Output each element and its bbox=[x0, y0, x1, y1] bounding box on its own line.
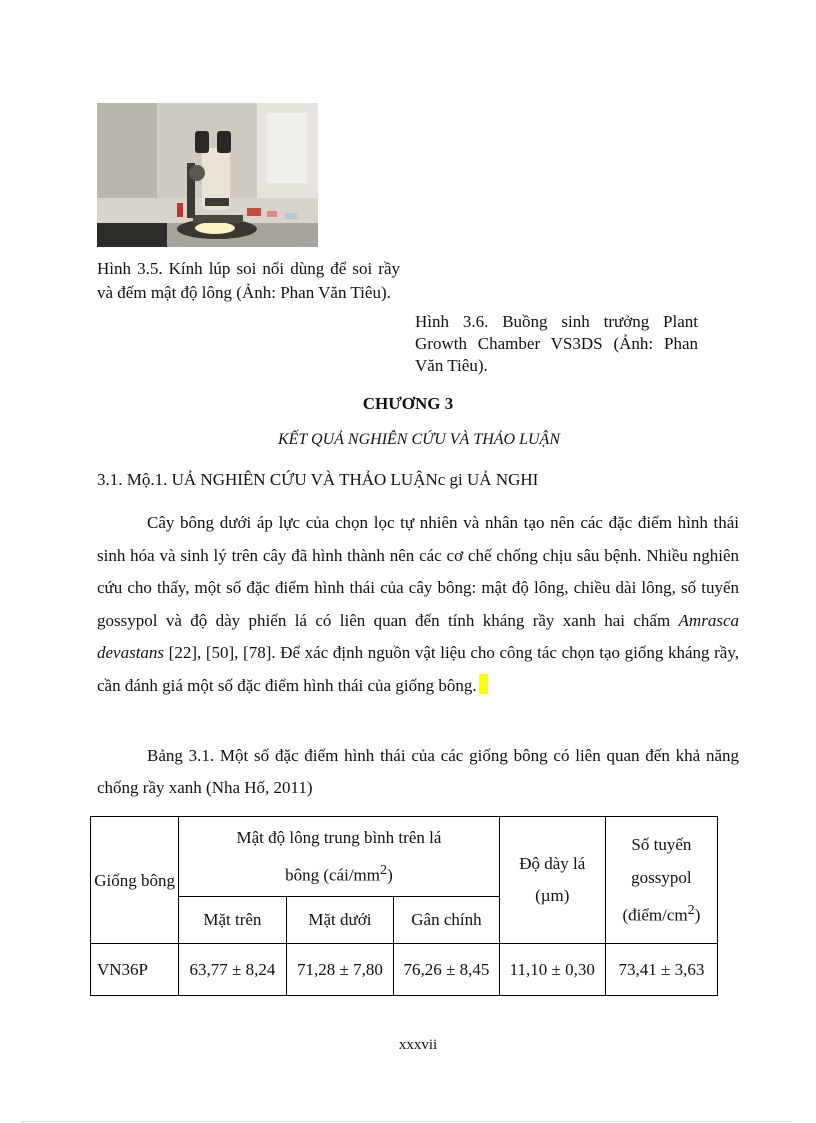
header-gossypol-label: Số tuyến gossypol bbox=[631, 835, 692, 888]
header-density bbox=[179, 817, 500, 897]
header-gossypol-unit: (điểm/cm bbox=[622, 905, 688, 925]
section-heading: 3.1. Mộ.1. UẢ NGHIÊN CỨU VÀ THẢO LUẬNc gi UẢ NGHI bbox=[97, 470, 539, 489]
microscope-photo bbox=[97, 103, 318, 247]
chapter-title: CHƯƠNG 3 bbox=[362, 394, 454, 413]
microscope-illustration bbox=[97, 103, 318, 247]
header-density-text: Mật độ lông trung bình trên lá bông (cái/mm bbox=[236, 827, 442, 885]
paragraph-text-1: Cây bông dưới áp lực của chọn lọc tự nhiên và nhân tạo nên các đặc điểm hình thái sinh hóa và sinh lý trên cây đã hình thành nên các cơ chế chống chịu sâu bệnh. Nhiều nghiên cứu cho thấy, một số đặc điểm hình thái của cây bông: mật độ lông, chiều dài lông, số tuyến gossypol và độ dày phiến lá có liên quan đến tính kháng rầy xanh hai chấm bbox=[97, 513, 739, 630]
table-row bbox=[91, 944, 718, 996]
figure-3-6-caption: Hình 3.6. Buồng sinh trưởng Plant Growth Chamber VS3DS (Ảnh: Phan Văn Tiêu). bbox=[415, 312, 698, 375]
morphology-table bbox=[90, 816, 718, 996]
header-gossypol-end: ) bbox=[694, 905, 701, 925]
chapter-subtitle: KẾT QUẢ NGHIÊN CỨU VÀ THẢO LUẬN bbox=[277, 431, 560, 448]
page-separator bbox=[22, 1121, 792, 1122]
header-thickness-label: Độ dày lá bbox=[519, 854, 586, 873]
header-gossypol bbox=[605, 817, 717, 944]
subheader-lower: Mặt dưới bbox=[286, 897, 394, 944]
cell-upper: 63,77 ± 8,24 bbox=[179, 944, 287, 996]
header-thickness bbox=[499, 817, 605, 944]
header-density-sup: 2 bbox=[380, 861, 388, 878]
highlight-marker bbox=[479, 674, 488, 694]
cell-thickness: 11,10 ± 0,30 bbox=[499, 944, 605, 996]
header-density-end: ) bbox=[387, 865, 393, 885]
figure-3-5-caption: Hình 3.5. Kính lúp soi nổi dùng để soi rầy và đếm mật độ lông (Ảnh: Phan Văn Tiêu). bbox=[97, 259, 400, 302]
subheader-vein: Gân chính bbox=[394, 897, 500, 944]
table-caption: Bảng 3.1. Một số đặc điểm hình thái của các giống bông có liên quan đến khả năng chống rầy xanh (Nha Hố, 2011) bbox=[97, 746, 739, 797]
species-name: Amrasca devastans bbox=[97, 610, 739, 663]
cell-vein: 76,26 ± 8,45 bbox=[394, 944, 500, 996]
cell-gossypol: 73,41 ± 3,63 bbox=[605, 944, 717, 996]
cell-lower: 71,28 ± 7,80 bbox=[286, 944, 394, 996]
page-number: xxxvii bbox=[398, 1037, 438, 1053]
paragraph-text-2: [22], [50], [78]. Để xác định nguồn vật liệu cho công tác chọn tạo giống kháng rầy, cần đánh giá một số đặc điểm hình thái của giống bông. bbox=[97, 643, 739, 695]
cell-variety: VN36P bbox=[91, 944, 179, 996]
header-gossypol-sup: 2 bbox=[687, 902, 695, 919]
header-variety: Giống bông bbox=[91, 817, 179, 944]
subheader-upper: Mặt trên bbox=[179, 897, 287, 944]
header-thickness-unit: (µm) bbox=[535, 886, 570, 905]
body-paragraph bbox=[97, 507, 739, 703]
